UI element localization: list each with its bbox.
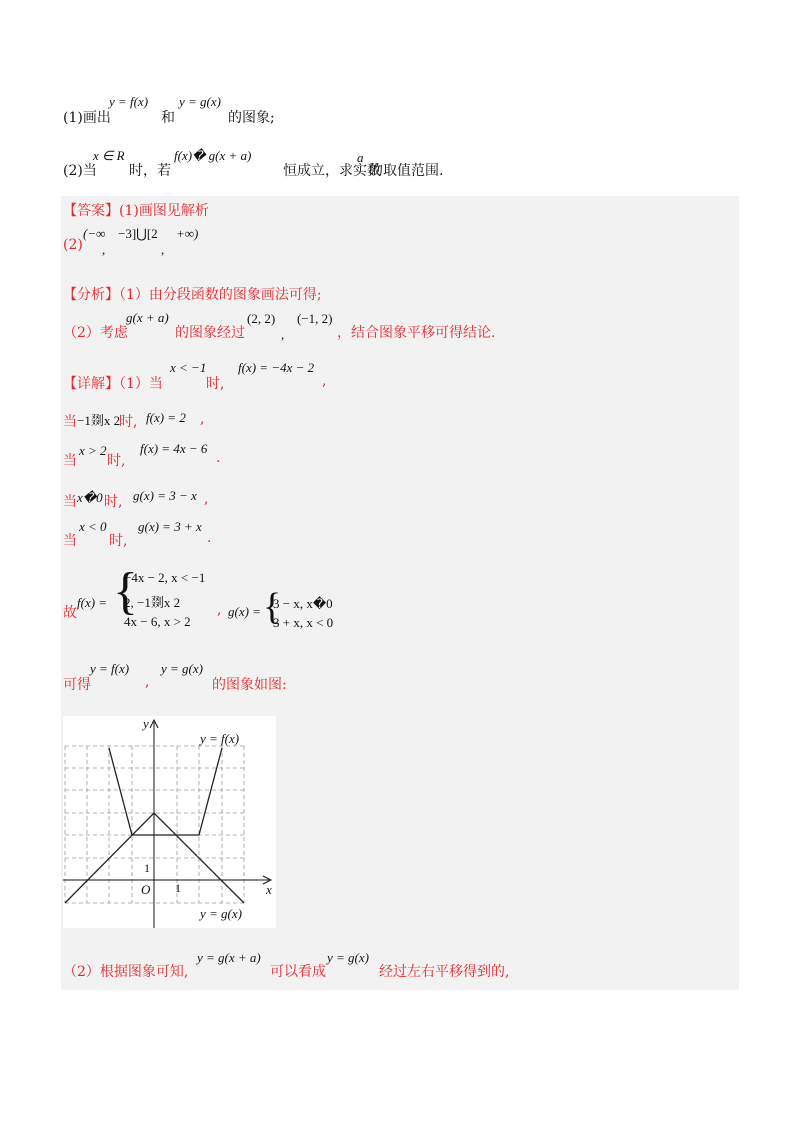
detail-l5-time: 时, <box>109 533 128 549</box>
detail-l5-prefix: 当 <box>63 533 77 549</box>
graph-intro-comma: , <box>145 674 150 690</box>
piecewise-g-case-2: 3 + x, x < 0 <box>273 615 334 630</box>
analysis-point-1: (2, 2) <box>247 311 276 326</box>
x-axis-label: x <box>266 882 272 897</box>
answer-part2-prefix: (2) <box>63 237 83 253</box>
graph-intro-prefix: 可得 <box>63 677 91 693</box>
piecewise-g-brace-icon: { <box>263 586 282 628</box>
x-tick-1: 1 <box>175 881 181 895</box>
detail-l4-condition: x�0 <box>77 490 103 505</box>
answer-interval-right: +∞) <box>176 226 199 241</box>
analysis-comma: , <box>281 327 285 342</box>
detail-l3-expr: f(x) = 4x − 6 <box>140 441 208 456</box>
origin-label: O <box>141 882 151 897</box>
detail-l2-time: 时, <box>119 414 138 430</box>
piecewise-f-brace-icon: { <box>113 563 138 620</box>
detail-l5-condition: x < 0 <box>79 519 107 534</box>
analysis-g-shift: g(x + a) <box>126 310 169 325</box>
f-curve <box>109 748 222 835</box>
question-mid: 恒成立，求实数 <box>283 163 381 179</box>
function-graph-svg <box>63 716 276 928</box>
analysis-line2-suffix: ，结合图象平移可得结论. <box>337 325 496 341</box>
piecewise-f-case-3: 4x − 6, x > 2 <box>124 614 191 629</box>
piecewise-f-case-2: 2, −1剟x 2 <box>124 595 181 610</box>
question-part2-suffix: 的取值范围. <box>369 163 444 179</box>
answer-comma-2: , <box>161 242 165 257</box>
y-tick-1: 1 <box>144 861 150 875</box>
graph-intro-suffix: 的图象如图: <box>212 677 287 693</box>
question-part2-prefix: (2)当 <box>63 163 97 179</box>
detail-part2-expr1: y = g(x + a) <box>197 950 261 965</box>
f-curve-label: y = f(x) <box>200 731 240 746</box>
question-g-expr: y = g(x) <box>179 94 221 109</box>
detail-l5-expr: g(x) = 3 + x <box>138 519 202 534</box>
detail-l3-prefix: 当 <box>63 453 77 469</box>
detail-l1-expr: f(x) = −4x − 2 <box>238 360 315 375</box>
detail-l1-time: 时, <box>206 376 225 392</box>
function-graph <box>63 716 276 928</box>
question-f-expr: y = f(x) <box>109 94 149 109</box>
detail-part2-expr2: y = g(x) <box>327 950 369 965</box>
detail-l1-end: , <box>322 373 327 389</box>
y-axis-label: y <box>143 716 149 731</box>
detail-part2-mid: 可以看成 <box>270 964 326 980</box>
question-part1-suffix: 的图象; <box>228 110 275 126</box>
detail-label: 【详解】（1）当 <box>63 376 163 392</box>
question-var-a: a <box>357 150 364 165</box>
graph-intro-f: y = f(x) <box>90 661 130 676</box>
analysis-line2-prefix: （2）考虑 <box>63 325 128 341</box>
question-inequality: f(x)� g(x + a) <box>174 148 252 163</box>
answer-interval-left: (−∞ <box>83 226 106 241</box>
answer-interval-mid: −3]⋃[2 <box>118 226 158 241</box>
g-curve-label: y = g(x) <box>200 906 242 921</box>
detail-l2-expr: f(x) = 2 <box>146 410 186 425</box>
piecewise-g-lhs: g(x) = <box>228 604 261 619</box>
detail-l3-condition: x > 2 <box>79 443 107 458</box>
analysis-point-2: (−1, 2) <box>297 311 333 326</box>
detail-l1-condition: x < −1 <box>170 360 207 375</box>
detail-l4-expr: g(x) = 3 − x <box>133 488 197 503</box>
detail-l2-end: , <box>200 411 205 427</box>
piecewise-comma: , <box>217 602 222 618</box>
answer-label: 【答案】(1)画图见解析 <box>63 203 209 219</box>
question-and: 和 <box>161 110 175 126</box>
detail-l4-end: , <box>204 491 209 507</box>
graph-intro-g: y = g(x) <box>161 661 203 676</box>
question-condition: x ∈ R <box>93 148 125 163</box>
detail-part2-suffix: 经过左右平移得到的, <box>379 964 510 980</box>
piecewise-f-case-1: −4x − 2, x < −1 <box>124 570 206 585</box>
analysis-line2-mid: 的图象经过 <box>175 325 245 341</box>
question-part1-prefix: (1)画出 <box>63 110 111 126</box>
detail-part2-prefix: （2）根据图象可知, <box>63 964 189 980</box>
answer-comma-1: , <box>102 242 106 257</box>
piecewise-g-case-1: 3 − x, x�0 <box>273 596 333 611</box>
detail-l4-prefix: 当 <box>63 494 77 510</box>
detail-l3-time: 时, <box>107 453 126 469</box>
detail-l4-time: 时, <box>104 494 123 510</box>
question-time: 时，若 <box>129 163 171 179</box>
piecewise-f-lhs: f(x) = <box>77 595 108 610</box>
detail-l3-end: . <box>216 450 221 466</box>
detail-l2-prefix: 当 <box>63 414 77 430</box>
piecewise-prefix: 故 <box>63 605 77 621</box>
detail-l5-end: . <box>207 530 212 546</box>
detail-l2-condition: −1剟x 2 <box>77 413 121 428</box>
analysis-label: 【分析】（1）由分段函数的图象画法可得; <box>63 287 322 303</box>
